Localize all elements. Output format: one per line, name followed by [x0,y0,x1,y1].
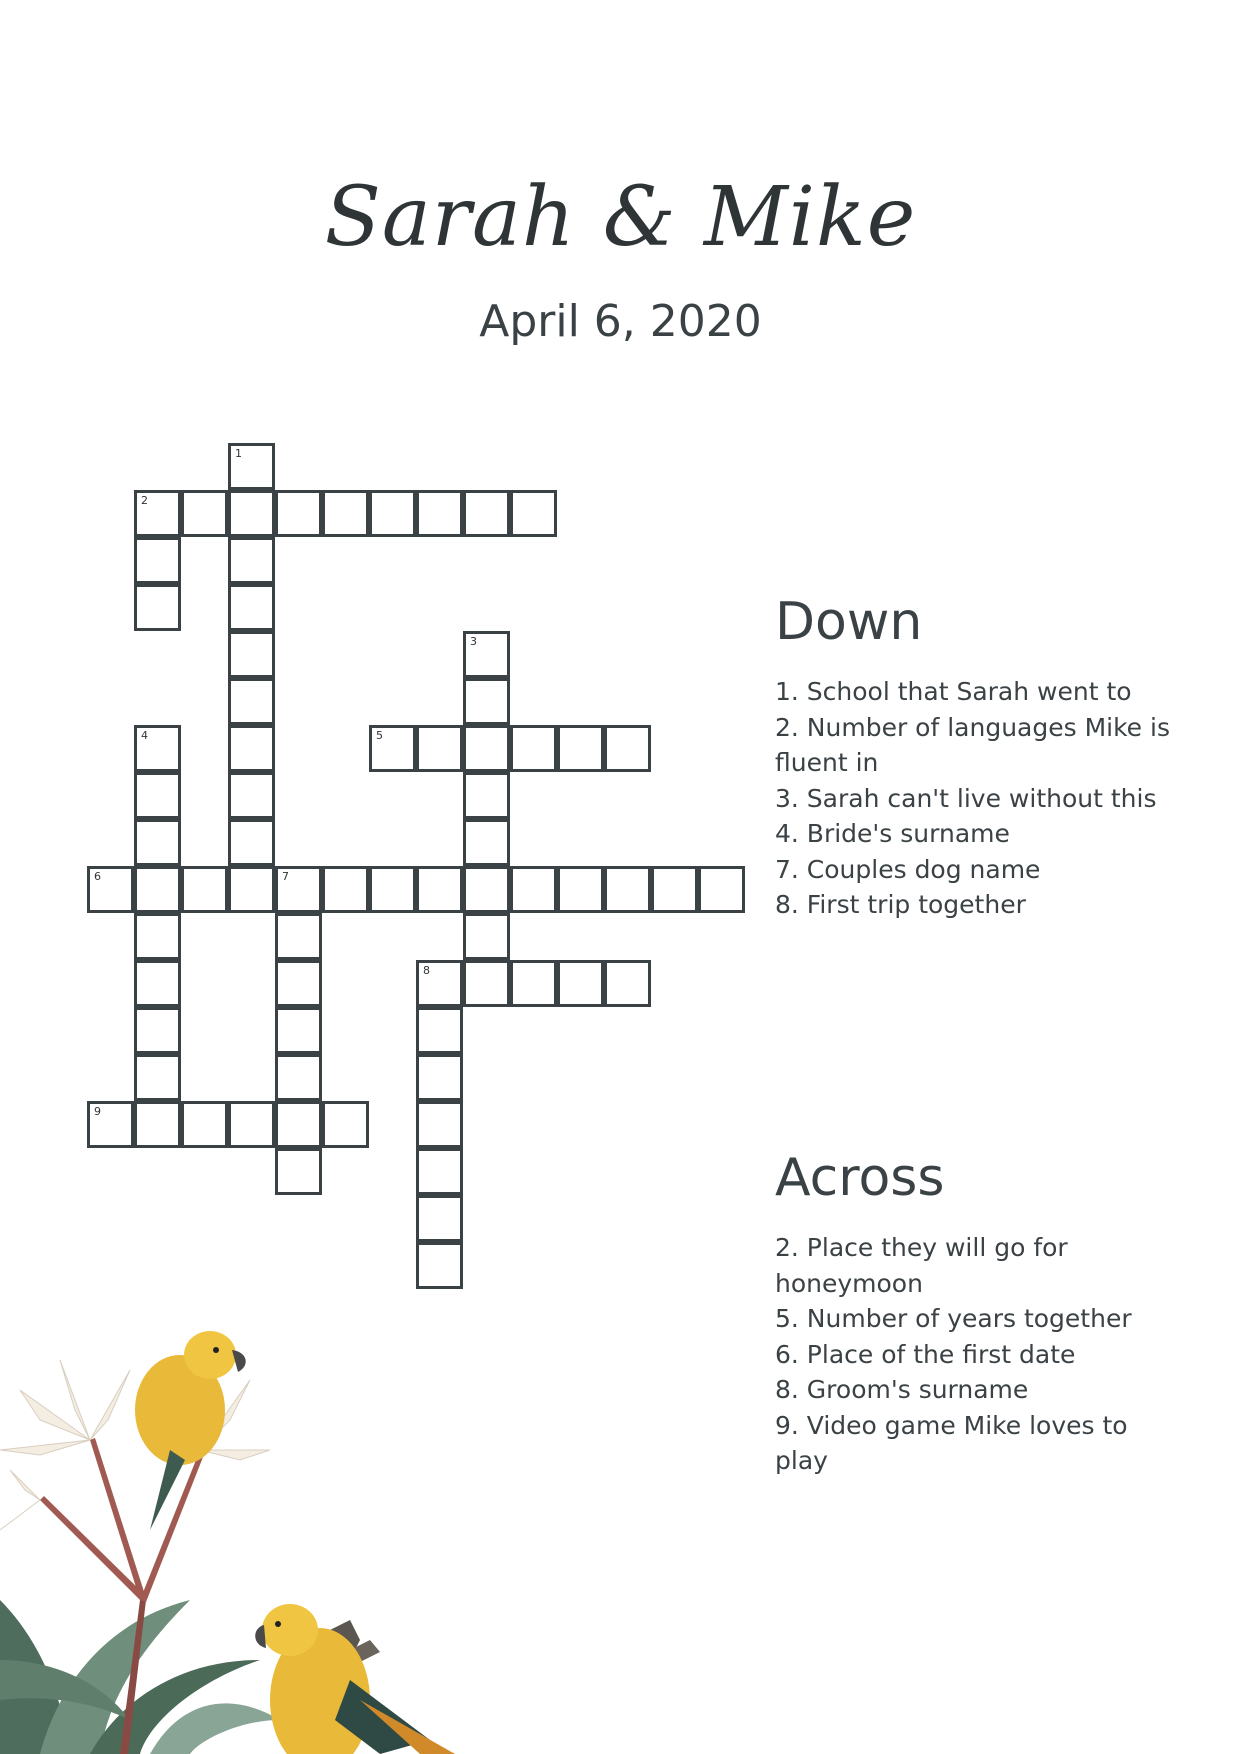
crossword-cell[interactable] [463,725,510,772]
crossword-cell[interactable] [416,1101,463,1148]
clue-down-2: 2. Number of languages Mike is fluent in [775,712,1170,777]
clue-across-5: 5. Number of years together [775,1304,1132,1333]
clue-number: 3 [470,635,477,648]
crossword-cell[interactable] [228,584,275,631]
crossword-cell[interactable] [181,866,228,913]
crossword-cell[interactable] [275,913,322,960]
crossword-cell[interactable] [604,725,651,772]
crossword-cell[interactable] [134,1007,181,1054]
crossword-cell[interactable] [557,960,604,1007]
crossword-cell[interactable] [369,490,416,537]
crossword-cell[interactable] [134,772,181,819]
crossword-cell[interactable] [463,960,510,1007]
crossword-cell[interactable] [416,1195,463,1242]
crossword-cell[interactable] [228,678,275,725]
across-clues [775,1148,1175,1479]
clue-number: 8 [423,964,430,977]
crossword-cell[interactable] [463,678,510,725]
crossword-cell[interactable] [228,631,275,678]
clue-across-9: 9. Video game Mike loves to play [775,1410,1128,1475]
crossword-cell[interactable] [651,866,698,913]
clue-number: 9 [94,1105,101,1118]
crossword-cell[interactable] [416,1242,463,1289]
crossword-cell[interactable] [134,490,181,537]
crossword-cell[interactable] [416,1054,463,1101]
crossword-cell[interactable] [463,913,510,960]
crossword-cell[interactable] [463,490,510,537]
crossword-cell[interactable] [228,490,275,537]
crossword-cell[interactable] [134,1101,181,1148]
page-title: Sarah & Mike [324,170,917,265]
crossword-cell[interactable] [322,490,369,537]
crossword-cell[interactable] [228,819,275,866]
crossword-cell[interactable] [463,819,510,866]
crossword-cell[interactable] [604,960,651,1007]
crossword-cell[interactable] [181,1101,228,1148]
clue-number: 6 [94,870,101,883]
crossword-cell[interactable] [134,866,181,913]
crossword-cell[interactable] [275,1101,322,1148]
event-date: April 6, 2020 [479,296,762,347]
clue-down-4: 4. Bride's surname [775,819,1010,848]
crossword-cell[interactable] [322,866,369,913]
crossword-cell[interactable] [134,819,181,866]
crossword-cell[interactable] [228,1101,275,1148]
crossword-cell[interactable] [416,1148,463,1195]
crossword-cell[interactable] [228,772,275,819]
crossword-cell[interactable] [228,725,275,772]
clue-down-1: 1. School that Sarah went to [775,677,1132,706]
crossword-cell[interactable] [416,725,463,772]
parrots-and-lilies-illustration [0,1300,520,1754]
across-heading: Across [775,1148,945,1208]
clue-down-8: 8. First trip together [775,890,1026,919]
clue-number: 1 [235,447,242,460]
crossword-cell[interactable] [275,960,322,1007]
crossword-cell[interactable] [604,866,651,913]
crossword-cell[interactable] [510,490,557,537]
crossword-cell[interactable] [510,960,557,1007]
crossword-cell[interactable] [463,631,510,678]
crossword-cell[interactable] [275,1007,322,1054]
crossword-cell[interactable] [416,490,463,537]
crossword-cell[interactable] [134,537,181,584]
clue-number: 2 [141,494,148,507]
down-heading: Down [775,592,923,652]
crossword-cell[interactable] [557,725,604,772]
crossword-cell[interactable] [134,913,181,960]
crossword-cell[interactable] [87,866,134,913]
crossword-cell[interactable] [557,866,604,913]
crossword-cell[interactable] [181,490,228,537]
crossword-cell[interactable] [698,866,745,913]
crossword-cell[interactable] [416,866,463,913]
crossword-cell[interactable] [510,866,557,913]
clue-number: 5 [376,729,383,742]
crossword-cell[interactable] [275,866,322,913]
clue-down-3: 3. Sarah can't live without this [775,783,1157,813]
crossword-cell[interactable] [463,772,510,819]
clue-number: 4 [141,729,148,742]
crossword-cell[interactable] [510,725,557,772]
crossword-cell[interactable] [416,960,463,1007]
clue-across-2: 2. Place they will go for honeymoon [775,1233,1068,1298]
crossword-cell[interactable] [463,866,510,913]
crossword-cell[interactable] [322,1101,369,1148]
crossword-cell[interactable] [275,1148,322,1195]
crossword-cell[interactable] [87,1101,134,1148]
crossword-cell[interactable] [134,725,181,772]
crossword-cell[interactable] [275,1054,322,1101]
crossword-cell[interactable] [416,1007,463,1054]
crossword-cell[interactable] [228,866,275,913]
down-clues [775,592,1175,923]
crossword-cell[interactable] [228,443,275,490]
clue-across-8: 8. Groom's surname [775,1375,1029,1404]
crossword-cell[interactable] [134,584,181,631]
clue-down-7: 7. Couples dog name [775,854,1041,884]
crossword-cell[interactable] [134,1054,181,1101]
clue-across-6: 6. Place of the first date [775,1339,1076,1369]
crossword-cell[interactable] [228,537,275,584]
crossword-cell[interactable] [134,960,181,1007]
crossword-cell[interactable] [275,490,322,537]
crossword-cell[interactable] [369,866,416,913]
clue-number: 7 [282,870,289,883]
crossword-cell[interactable] [369,725,416,772]
